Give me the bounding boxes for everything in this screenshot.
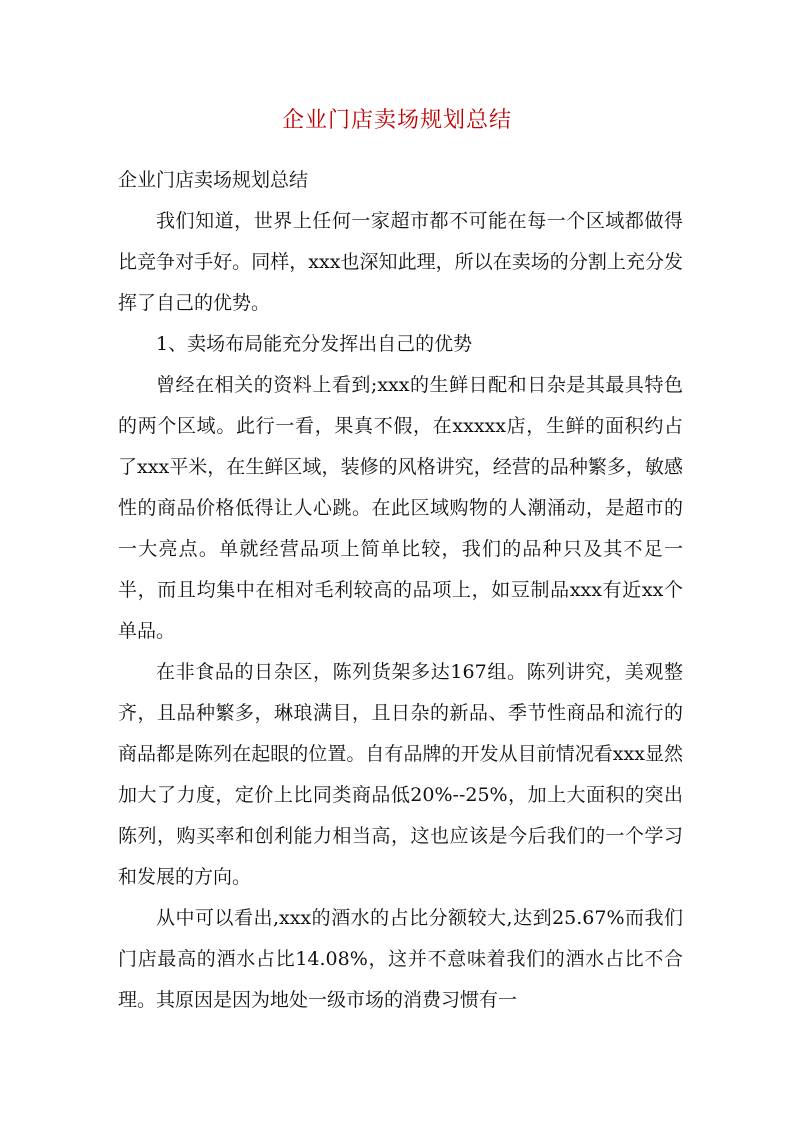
- paragraph-intro: 我们知道，世界上任何一家超市都不可能在每一个区域都做得比竞争对手好。同样，xxx也深知此理，所以在卖场的分割上充分发挥了自己的优势。: [118, 210, 683, 314]
- document-body: [118, 160, 683, 1021]
- paragraph-beverage-share: 从中可以看出,xxx的酒水的占比分额较大,达到25.67%而我们门店最高的酒水占比14.08%，这并不意味着我们的酒水占比不合理。其原因是因为地处一级市场的消费习惯有一: [118, 907, 683, 1011]
- section-heading: 1、卖场布局能充分发挥出自己的优势: [156, 333, 473, 355]
- document-title: 企业门店卖场规划总结: [281, 108, 512, 133]
- paragraph-fresh-area: 曾经在相关的资料上看到;xxx的生鲜日配和日杂是其最具特色的两个区域。此行一看，果真不假，在xxxxx店，生鲜的面积约占了xxx平米，在生鲜区域，装修的风格讲究，经营的品种繁多，敏感性的商品价格低得让人心跳。在此区域购物的人潮涌动，是超市的一大亮点。单就经营品项上简单比较，我们的品种只及其不足一半，而且均集中在相对毛利较高的品项上，如豆制品xxx有近xx个单品。: [118, 374, 683, 642]
- document-subtitle: 企业门店卖场规划总结: [118, 169, 309, 191]
- paragraph-nonfood-area: 在非食品的日杂区，陈列货架多达167组。陈列讲究，美观整齐，且品种繁多，琳琅满目，且日杂的新品、季节性商品和流行的商品都是陈列在起眼的位置。自有品牌的开发从目前情况看xxx显然加大了力度，定价上比同类商品低20%--25%，加上大面积的突出陈列，购买率和创利能力相当高，这也应该是今后我们的一个学习和发展的方向。: [118, 661, 683, 888]
